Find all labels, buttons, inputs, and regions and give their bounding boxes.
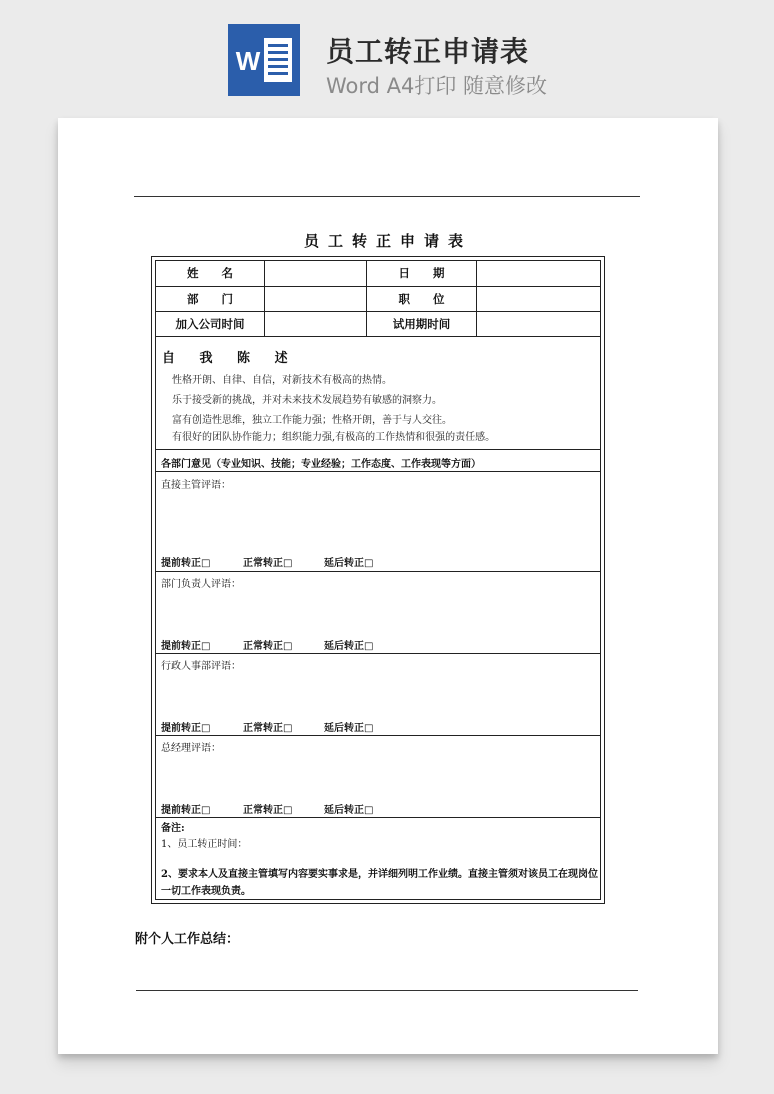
- department-head-review-label: 部门负责人评语：: [161, 579, 241, 590]
- self-statement-line: 乐于接受新的挑战，并对未来技术发展趋势有敏感的洞察力。: [172, 395, 442, 406]
- join-date-field[interactable]: [265, 312, 366, 336]
- name-label: 姓 名: [187, 266, 233, 280]
- header-banner: [0, 0, 774, 112]
- normal-confirmation-option[interactable]: 正常转正□: [243, 723, 293, 734]
- delayed-confirmation-option[interactable]: 延后转正□: [324, 805, 374, 816]
- application-form-table: [151, 256, 605, 904]
- document-title: 员工转正申请表: [303, 232, 472, 250]
- position-label: 职 位: [398, 292, 445, 306]
- banner-subtitle: Word A4打印 随意修改: [326, 74, 548, 98]
- probation-period-field[interactable]: [477, 312, 601, 336]
- attachment-label: 附个人工作总结：: [135, 932, 240, 947]
- document-page: [58, 118, 718, 1054]
- department-field[interactable]: [265, 287, 366, 311]
- word-document-icon: [228, 24, 300, 96]
- supervisor-review-label: 直接主管评语：: [161, 480, 231, 491]
- hr-department-review-label: 行政人事部评语：: [161, 661, 241, 672]
- self-statement-heading: 自 我 陈 述: [162, 351, 298, 366]
- normal-confirmation-option[interactable]: 正常转正□: [243, 558, 293, 569]
- early-confirmation-option[interactable]: 提前转正□: [161, 641, 211, 652]
- department-label: 部 门: [187, 292, 233, 306]
- self-statement-line: 富有创造性思维，独立工作能力强；性格开朗，善于与人交往。: [172, 415, 452, 426]
- general-manager-review-label: 总经理评语：: [161, 743, 221, 754]
- join-date-label: 加入公司时间: [175, 317, 245, 331]
- notes-item-1: 1、员工转正时间：: [161, 839, 248, 850]
- bottom-rule: [136, 990, 638, 991]
- probation-period-label: 试用期时间: [392, 317, 451, 331]
- top-rule: [134, 196, 640, 197]
- early-confirmation-option[interactable]: 提前转正□: [161, 805, 211, 816]
- name-field[interactable]: [265, 261, 366, 285]
- early-confirmation-option[interactable]: 提前转正□: [161, 723, 211, 734]
- notes-item-2: 2、要求本人及直接主管填写内容要实事求是，并详细列明工作业绩。直接主管须对该员工在现岗位一切工作表现负责。: [161, 869, 598, 897]
- svg-text:W: W: [235, 46, 261, 76]
- delayed-confirmation-option[interactable]: 延后转正□: [324, 641, 374, 652]
- date-field[interactable]: [477, 261, 601, 285]
- early-confirmation-option[interactable]: 提前转正□: [161, 558, 211, 569]
- date-label: 日 期: [398, 266, 445, 280]
- normal-confirmation-option[interactable]: 正常转正□: [243, 641, 293, 652]
- notes-title: 备注:: [161, 823, 185, 834]
- department-opinion-header: 各部门意见（专业知识、技能；专业经验；工作态度、工作表现等方面）: [161, 459, 481, 470]
- self-statement-line: 有很好的团队协作能力；组织能力强,有极高的工作热情和很强的责任感。: [172, 432, 496, 443]
- delayed-confirmation-option[interactable]: 延后转正□: [324, 558, 374, 569]
- position-field[interactable]: [477, 287, 601, 311]
- banner-title: 员工转正申请表: [326, 35, 530, 68]
- normal-confirmation-option[interactable]: 正常转正□: [243, 805, 293, 816]
- self-statement-line: 性格开朗、自律、自信，对新技术有极高的热情。: [172, 375, 392, 386]
- delayed-confirmation-option[interactable]: 延后转正□: [324, 723, 374, 734]
